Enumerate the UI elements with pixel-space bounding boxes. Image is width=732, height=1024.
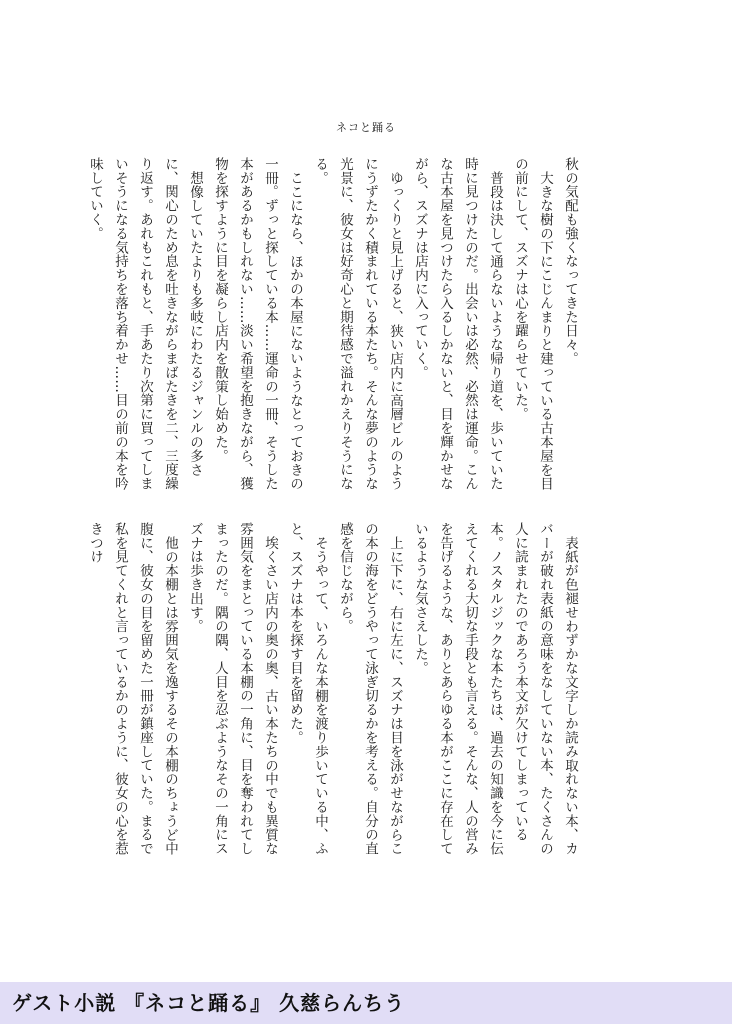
paragraph: 想像していたよりも多岐にわたるジャンルの多さに、関心のため息を吐きながらまばたきを二、三度繰り返す。あれもこれもと、手あたり次第に買ってしまいそうになる気持ちを落ち着かせ……目の前の本を吟味していく。 [87,157,203,491]
footer-caption: ゲスト小説 『ネコと踊る』 久慈らんちう [0,982,732,1024]
page-title: ネコと踊る [336,121,396,134]
paragraph: 秋の気配も強くなってきた日々。 [562,157,578,366]
paragraph: 普段は決して通らないような帰り道を、歩いていた時に見つけたのだ。出会いは必然、必然は運命。こんな古本屋を見つけたら入るしかないと、目を輝かせながら、スズナは店内に入っていく。 [412,157,503,491]
novel-text-upper [87,157,582,497]
paragraph: 他の本棚とは雰囲気を逸するその本棚のちょうど中腹に、彼女の目を留めた一冊が鎮座していた。まるで私を見てくれと言っているかのように、彼女の心を惹きつけ [87,522,178,856]
paragraph: ゆっくりと見上げると、狭い店内に高層ビルのようにうずたかく積まれている本たち。そんな夢のような光景に、彼女は好奇心と期待感で溢れかえりそうになる。 [312,157,403,491]
paragraph: 埃くさい店内の奥の奥、古い本たちの中でも異質な雰囲気をまとっている本棚の一角に、目を奪われてしまったのだ。隅の隅、人目を忍ぶようなその一角にスズナは歩き出す。 [187,522,278,856]
novel-text-lower [87,522,582,867]
paragraph: 大きな樹の下にこじんまりと建っている古本屋を目の前にして、スズナは心を躍らせていた。 [512,157,553,491]
paragraph: 表紙が色褪せわずかな文字しか読み取れない本、カバーが破れ表紙の意味をなしていない本、たくさんの人に読まれたのであろう本文が欠けてしまっている本。ノスタルジックな本たちは、過去の知識を今に伝えてくれる大切な手段とも言える。そんな、人の営みを告げるような、ありとあらゆる本がここに存在しているような気さえした。 [412,522,578,856]
paragraph: そうやって、いろんな本棚を渡り歩いている中、ふと、スズナは本を探す目を留めた。 [287,522,328,856]
paragraph: ここになら、ほかの本屋にないようなとっておきの一冊。ずっと探している本……運命の一冊、そうした本があるかもしれない……淡い希望を抱きながら、獲物を探すように目を凝らし店内を散策し始めた。 [212,157,303,491]
paragraph: 上に下に、右に左に、スズナは目を泳がせながらこの本の海をどうやって泳ぎ切るかを考える。自分の直感を信じながら。 [337,522,403,856]
